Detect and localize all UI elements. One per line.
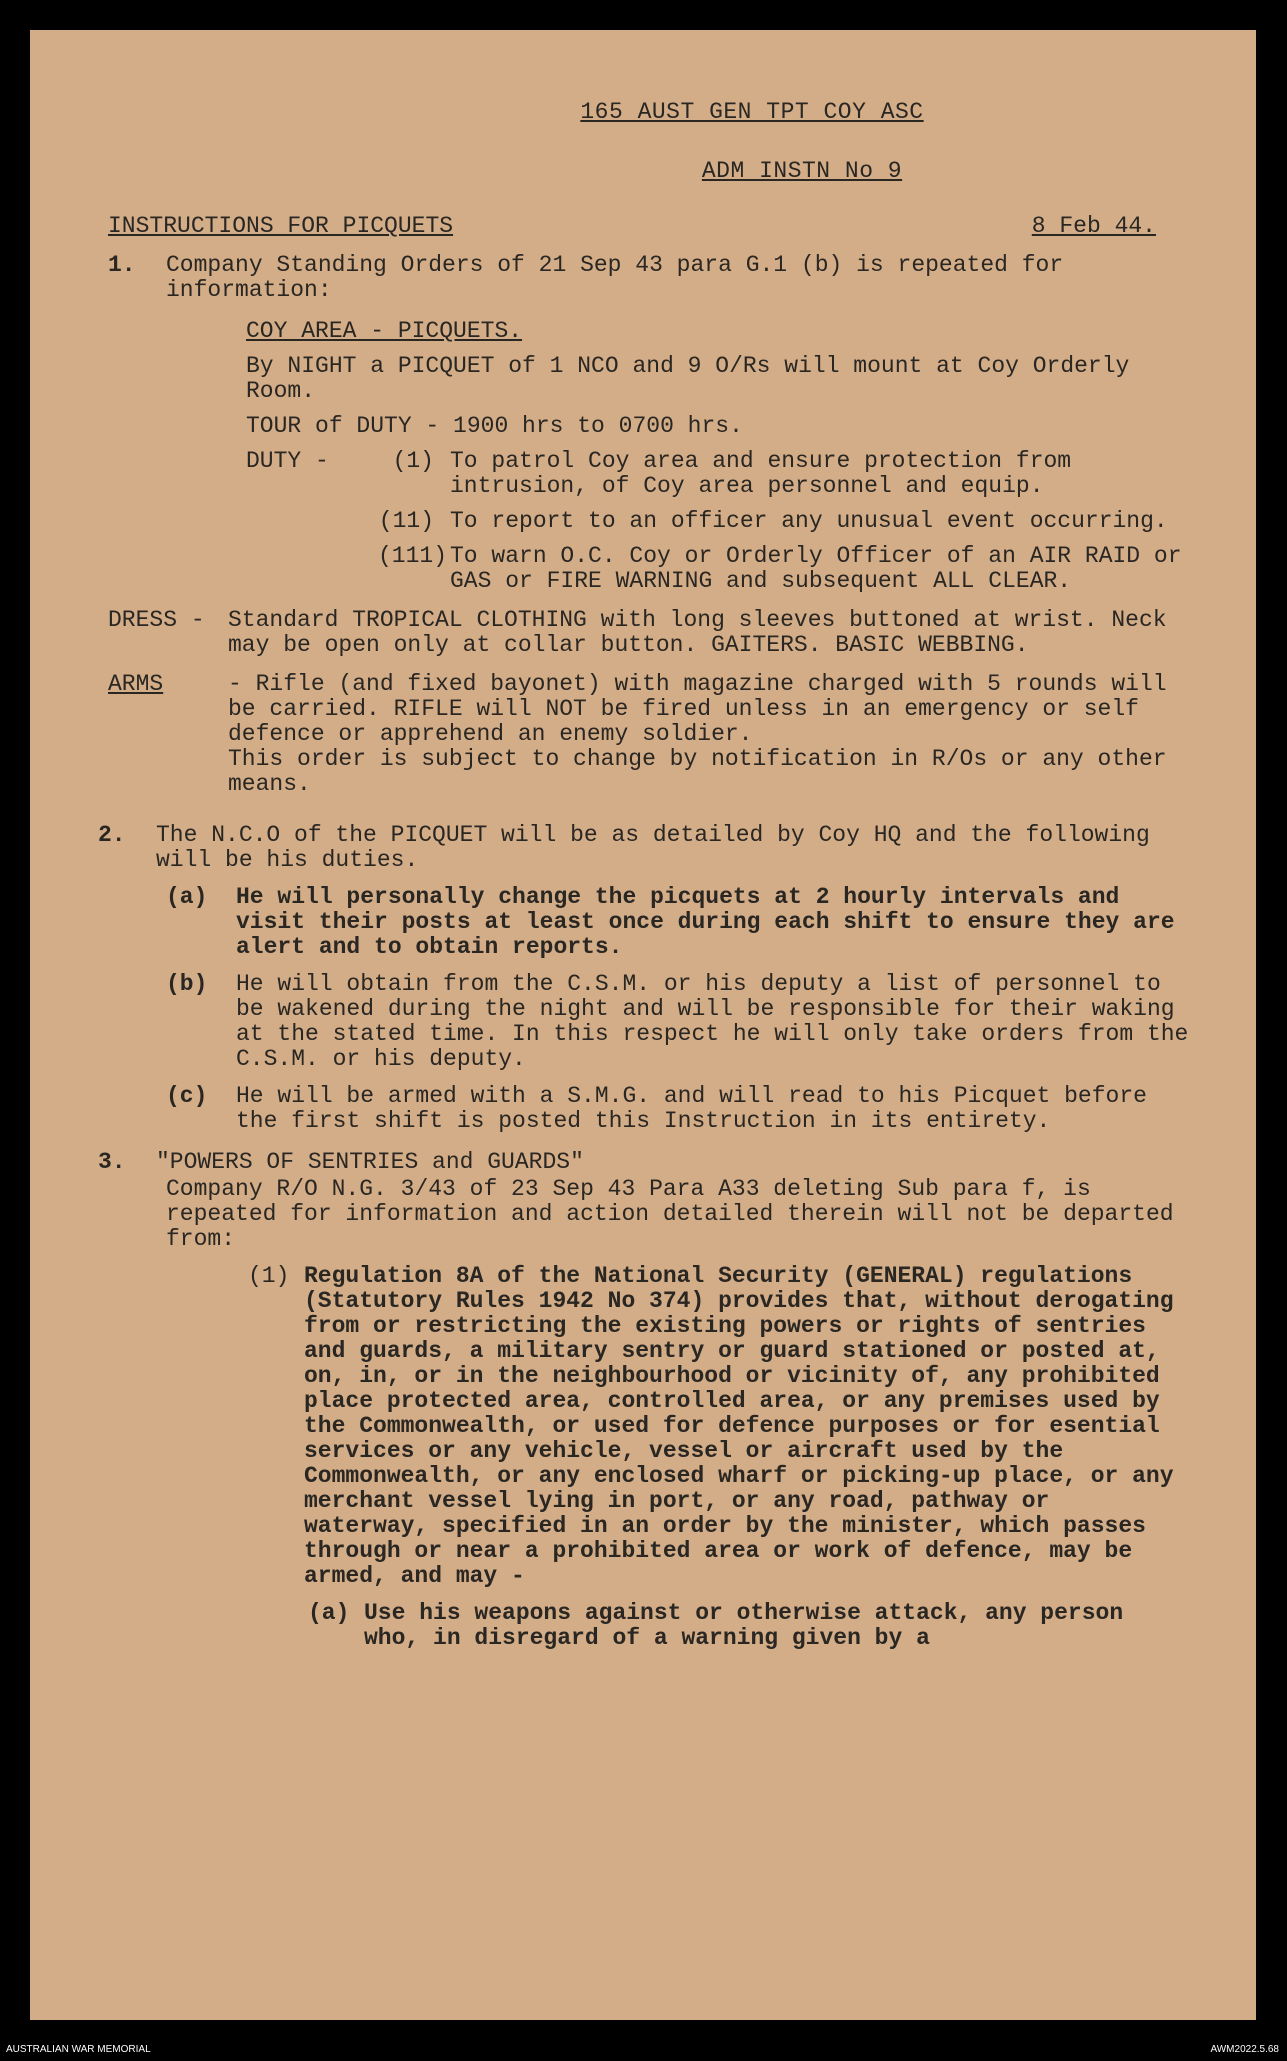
- duty-number: (111): [378, 543, 448, 569]
- instruction-number: ADM INSTN No 9: [701, 158, 903, 184]
- paragraph-3-heading: "POWERS OF SENTRIES and GUARDS": [156, 1149, 584, 1175]
- night-picquet-text: By NIGHT a PICQUET of 1 NCO and 9 O/Rs will mount at Coy Orderly Room.: [246, 353, 1130, 404]
- document-title: INSTRUCTIONS FOR PICQUETS: [108, 213, 454, 239]
- subitem-text: Use his weapons against or otherwise attack, any person who, in disregard of a warning given by a: [364, 1600, 1124, 1651]
- title-row: [108, 214, 1196, 239]
- paragraph-number: 1.: [108, 252, 136, 278]
- duty-list: [246, 449, 1196, 594]
- arms-body: [228, 672, 1196, 797]
- duty-item: [246, 509, 1196, 534]
- archive-credit: AUSTRALIAN WAR MEMORIAL: [6, 2044, 151, 2055]
- paragraph-3: [98, 1149, 1196, 1175]
- item-text: He will be armed with a S.M.G. and will read to his Picquet before the first shift is posted this Instruction in its entirety.: [236, 1083, 1147, 1134]
- duty-text: To warn O.C. Coy or Orderly Officer of an AIR RAID or GAS or FIRE WARNING and subsequent ALL CLEAR.: [450, 543, 1182, 594]
- archive-reference: AWM2022.5.68: [1210, 2044, 1279, 2055]
- item-label: (b): [166, 971, 208, 997]
- document-page: [30, 30, 1256, 2020]
- arms-label: ARMS: [108, 671, 164, 697]
- dress-text: Standard TROPICAL CLOTHING with long sleeves buttoned at wrist. Neck may be open only at collar button. GAITERS. BASIC WEBBING.: [228, 607, 1167, 658]
- regulation-item: [248, 1264, 1196, 1589]
- duty-text: To patrol Coy area and ensure protection from intrusion, of Coy area personnel and equip.: [450, 448, 1072, 499]
- paragraph-number: 2.: [98, 822, 126, 848]
- regulation-text: Regulation 8A of the National Security (GENERAL) regulations (Statutory Rules 1942 No 374) provides that, without derogating from or restricting the existing powers or rights of sentries and guards, a military sentry or guard stationed or posted at, on, in, or in the neighbourhood or vicinity of, any prohibited place protected area, controlled area, or any premises used by the Commonwealth, or used for defence purposes or for esential services or any vehicle, vessel or aircraft used by the Commonwealth, or any enclosed wharf or picking-up place, or any merchant vessel lying in port, or any road, pathway or waterway, specified in an order by the minister, which passes through or near a prohibited area or work of defence, may be armed, and may -: [304, 1263, 1174, 1589]
- section-heading: COY AREA - PICQUETS.: [246, 318, 523, 344]
- section-heading-wrap: [246, 319, 1196, 344]
- ncd-duty-item: [166, 885, 1196, 960]
- duty-number: (11): [378, 508, 434, 534]
- unit-heading: 165 AUST GEN TPT COY ASC: [580, 99, 924, 125]
- paragraph-number: 3.: [98, 1149, 126, 1175]
- arms-note: This order is subject to change by notification in R/Os or any other means.: [228, 746, 1167, 797]
- paragraph-3-intro: Company R/O N.G. 3/43 of 23 Sep 43 Para A33 deleting Sub para f, is repeated for information and action detailed therein will not be departed from:: [166, 1176, 1174, 1252]
- paragraph-2: [98, 822, 1196, 873]
- duty-label: DUTY -: [246, 448, 329, 474]
- subitem-label: (a): [308, 1600, 350, 1626]
- regulation-subitem: [308, 1601, 1196, 1651]
- item-text: He will obtain from the C.S.M. or his deputy a list of personnel to be wakened during the night and will be responsible for their waking at the stated time. In this respect he will only take orders from the C.S.M. or his deputy.: [236, 971, 1189, 1072]
- item-text: He will personally change the picquets at 2 hourly intervals and visit their posts at least once during each shift to ensure they are alert and to obtain reports.: [236, 884, 1175, 960]
- item-label: (a): [166, 884, 208, 910]
- dress-label: DRESS -: [108, 607, 205, 633]
- item-label: (c): [166, 1083, 208, 1109]
- arms-text: - Rifle (and fixed bayonet) with magazine charged with 5 rounds will be carried. RIFLE will NOT be fired unless in an emergency or self defence or apprehend an enemy soldier.: [228, 671, 1167, 747]
- dress-row: [108, 608, 1196, 658]
- paragraph-2-intro: The N.C.O of the PICQUET will be as detailed by Coy HQ and the following will be his duties.: [156, 822, 1150, 873]
- paragraph-1: [108, 253, 1196, 303]
- duty-number: (1): [392, 448, 434, 474]
- paragraph-1-intro: Company Standing Orders of 21 Sep 43 para G.1 (b) is repeated for information:: [166, 252, 1064, 303]
- duty-text: To report to an officer any unusual event occurring.: [450, 508, 1168, 534]
- duty-item: [246, 449, 1196, 499]
- document-date: 8 Feb 44.: [1031, 213, 1156, 239]
- tour-of-duty-text: TOUR of DUTY - 1900 hrs to 0700 hrs.: [246, 413, 743, 439]
- ncd-duty-item: [166, 972, 1196, 1072]
- arms-row: [108, 672, 1196, 797]
- regulation-label: (1): [248, 1263, 290, 1289]
- ncd-duty-item: [166, 1084, 1196, 1134]
- duty-item: [246, 544, 1196, 594]
